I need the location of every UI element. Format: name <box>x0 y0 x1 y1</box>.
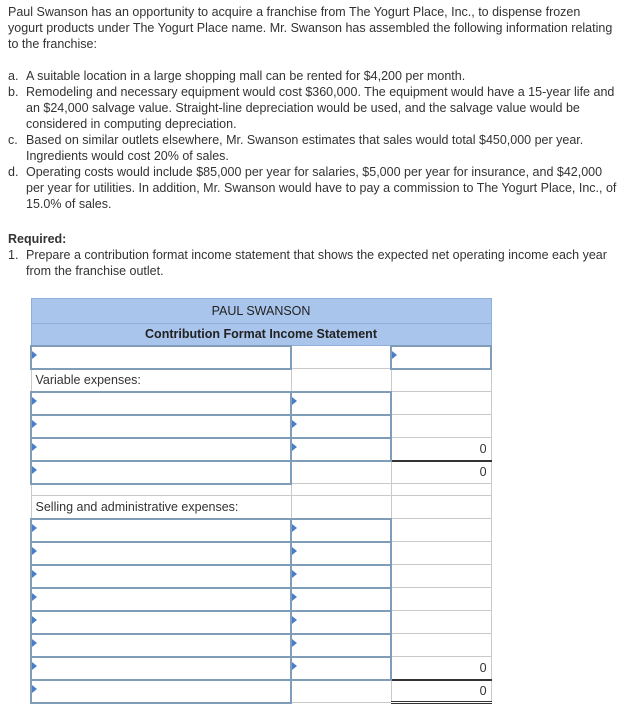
empty-cell <box>291 346 391 369</box>
problem-intro: Paul Swanson has an opportunity to acquire a franchise from The Yogurt Place, Inc., to dispense frozen yogurt products under The Yogurt Place name. Mr. Swanson has assembled the following information relating to the franchise: <box>8 5 613 51</box>
table-row <box>31 611 491 634</box>
empty-cell <box>391 565 491 588</box>
dropdown-arrow-icon <box>292 397 297 405</box>
selling-expense-amount-input[interactable] <box>291 542 391 565</box>
item-marker: a. <box>8 69 19 83</box>
empty-cell <box>391 611 491 634</box>
dropdown-arrow-icon <box>292 547 297 555</box>
table-row <box>31 461 491 484</box>
variable-expense-label-input[interactable] <box>31 438 291 461</box>
facts-list <box>8 68 620 212</box>
selling-expense-label-input[interactable] <box>31 657 291 680</box>
statement-title: Contribution Format Income Statement <box>31 324 491 346</box>
empty-cell <box>391 542 491 565</box>
dropdown-arrow-icon <box>292 570 297 578</box>
table-row <box>31 369 491 392</box>
dropdown-arrow-icon <box>292 524 297 532</box>
variable-expense-label-input[interactable] <box>31 415 291 438</box>
table-row <box>31 496 491 519</box>
income-statement-table <box>30 298 492 704</box>
variable-expense-amount-input[interactable] <box>291 438 391 461</box>
empty-cell <box>291 461 391 484</box>
total-variable-expenses-value: 0 <box>391 438 491 461</box>
sales-amount-input[interactable] <box>391 346 491 369</box>
empty-cell <box>391 634 491 657</box>
variable-expense-amount-input[interactable] <box>291 415 391 438</box>
selling-admin-expenses-label: Selling and administrative expenses: <box>31 496 291 519</box>
table-row <box>31 680 491 703</box>
selling-expense-label-input[interactable] <box>31 565 291 588</box>
table-row <box>31 519 491 542</box>
selling-expense-label-input[interactable] <box>31 519 291 542</box>
dropdown-arrow-icon <box>32 616 37 624</box>
total-selling-admin-value: 0 <box>391 657 491 680</box>
dropdown-arrow-icon <box>292 662 297 670</box>
variable-expense-label-input[interactable] <box>31 392 291 415</box>
header-row <box>31 324 491 346</box>
task-marker: 1. <box>8 248 19 262</box>
task-text: Prepare a contribution format income statement that shows the expected net operating income each year from the franchise outlet. <box>26 248 607 278</box>
net-operating-income-value: 0 <box>391 680 491 703</box>
table-row <box>31 415 491 438</box>
selling-expense-amount-input[interactable] <box>291 611 391 634</box>
selling-expense-amount-input[interactable] <box>291 657 391 680</box>
dropdown-arrow-icon <box>32 351 37 359</box>
dropdown-arrow-icon <box>32 570 37 578</box>
dropdown-arrow-icon <box>32 420 37 428</box>
item-text: Operating costs would include $85,000 per year for salaries, $5,000 per year for insurance, and $42,000 per year for utilities. In addition, Mr. Swanson would have to pay a commission to The Yogurt Place, Inc., of 15.0% of sales. <box>26 165 617 211</box>
selling-expense-amount-input[interactable] <box>291 634 391 657</box>
dropdown-arrow-icon <box>32 397 37 405</box>
contribution-margin-value: 0 <box>391 461 491 484</box>
table-row <box>31 438 491 461</box>
empty-cell <box>391 415 491 438</box>
item-marker: c. <box>8 133 18 147</box>
dropdown-arrow-icon <box>32 547 37 555</box>
dropdown-arrow-icon <box>32 466 37 474</box>
selling-expense-label-input[interactable] <box>31 542 291 565</box>
item-marker: b. <box>8 85 19 99</box>
dropdown-arrow-icon <box>292 639 297 647</box>
empty-cell <box>291 484 391 496</box>
list-item <box>8 132 620 164</box>
empty-cell <box>391 369 491 392</box>
item-text: Remodeling and necessary equipment would cost $360,000. The equipment would have a 15-year life and an $24,000 salvage value. Straight-line depreciation would be used, and the salvage value would be considered in computing depreciation. <box>26 85 615 131</box>
table-row <box>31 565 491 588</box>
dropdown-arrow-icon <box>32 639 37 647</box>
variable-expenses-label: Variable expenses: <box>31 369 291 392</box>
sales-label-input[interactable] <box>31 346 291 369</box>
empty-cell <box>391 519 491 542</box>
table-row <box>31 657 491 680</box>
selling-expense-label-input[interactable] <box>31 611 291 634</box>
contribution-margin-label-input[interactable] <box>31 461 291 484</box>
table-row <box>31 392 491 415</box>
dropdown-arrow-icon <box>292 443 297 451</box>
empty-cell <box>31 484 291 496</box>
dropdown-arrow-icon <box>292 593 297 601</box>
required-task <box>8 247 620 279</box>
item-marker: d. <box>8 165 19 179</box>
list-item <box>8 84 620 132</box>
dropdown-arrow-icon <box>32 685 37 693</box>
variable-expense-amount-input[interactable] <box>291 392 391 415</box>
dropdown-arrow-icon <box>292 616 297 624</box>
item-text: A suitable location in a large shopping mall can be rented for $4,200 per month. <box>26 69 466 83</box>
table-row <box>31 588 491 611</box>
dropdown-arrow-icon <box>32 443 37 451</box>
selling-expense-amount-input[interactable] <box>291 588 391 611</box>
list-item <box>8 68 620 84</box>
net-operating-income-label-input[interactable] <box>31 680 291 703</box>
table-row <box>31 542 491 565</box>
empty-cell <box>391 392 491 415</box>
dropdown-arrow-icon <box>392 351 397 359</box>
header-row <box>31 299 491 324</box>
dropdown-arrow-icon <box>32 524 37 532</box>
empty-cell <box>391 588 491 611</box>
empty-cell <box>291 680 391 703</box>
list-item <box>8 164 620 212</box>
item-text: Based on similar outlets elsewhere, Mr. Swanson estimates that sales would total $450,000 per year. Ingredients would cost 20% of sales. <box>26 133 584 163</box>
selling-expense-amount-input[interactable] <box>291 519 391 542</box>
empty-cell <box>291 369 391 392</box>
selling-expense-label-input[interactable] <box>31 634 291 657</box>
table-row <box>31 484 491 496</box>
selling-expense-label-input[interactable] <box>31 588 291 611</box>
empty-cell <box>291 496 391 519</box>
empty-cell <box>391 484 491 496</box>
selling-expense-amount-input[interactable] <box>291 565 391 588</box>
company-name: PAUL SWANSON <box>31 299 491 324</box>
required-heading: Required: <box>8 232 67 246</box>
empty-cell <box>391 496 491 519</box>
dropdown-arrow-icon <box>32 593 37 601</box>
table-row <box>31 634 491 657</box>
table-row <box>31 346 491 369</box>
dropdown-arrow-icon <box>32 662 37 670</box>
dropdown-arrow-icon <box>292 420 297 428</box>
